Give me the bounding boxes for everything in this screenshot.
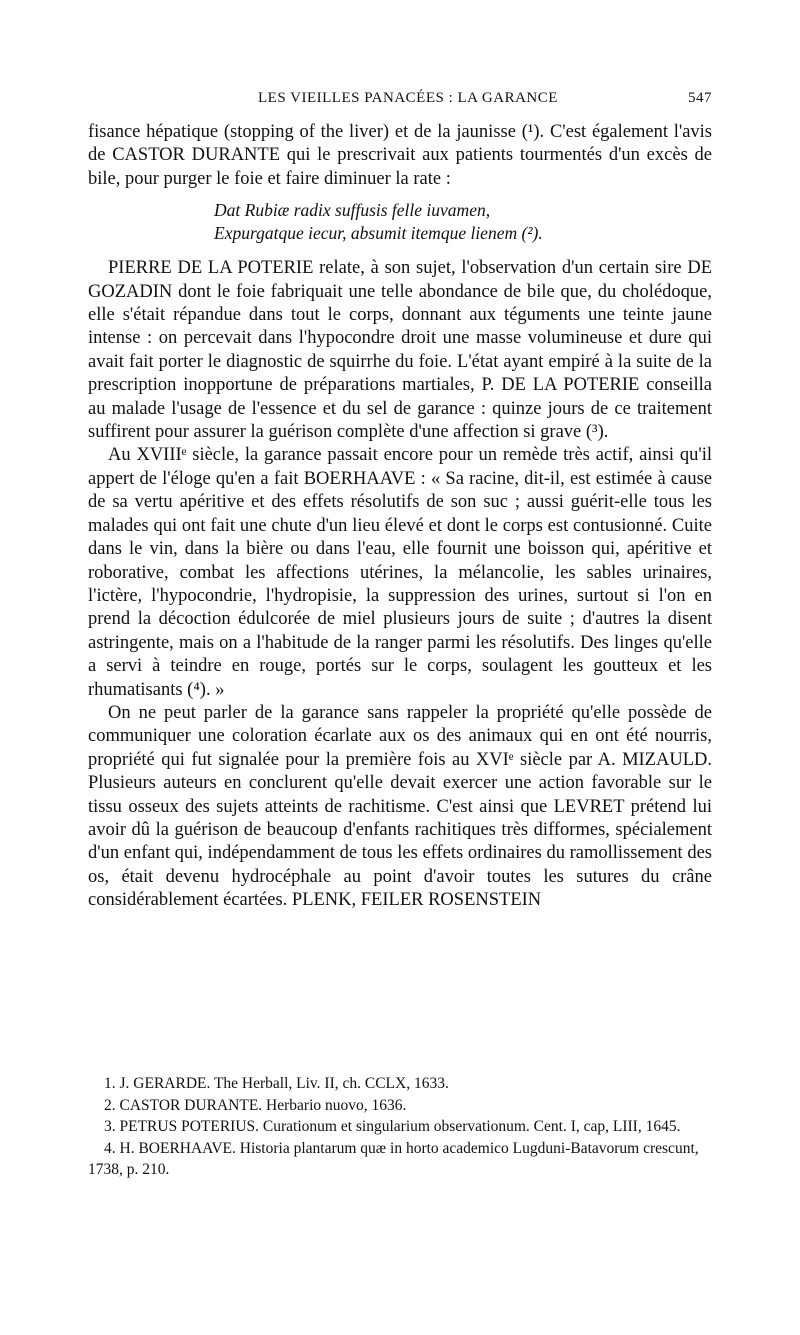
running-title: LES VIEILLES PANACÉES : LA GARANCE	[258, 90, 558, 106]
latin-verse	[214, 199, 712, 245]
footnotes	[88, 1073, 712, 1181]
footnote-1: 1. J. GERARDE. The Herball, Liv. II, ch. CCLX, 1633.	[104, 1075, 449, 1092]
paragraph-3: Au XVIIIᵉ siècle, la garance passait encore pour un remède très actif, ainsi qu'il appert de l'éloge qu'en a fait BOERHAAVE : « Sa racine, dit-il, est estimée à cause de sa vertu apéritive et des effets résolutifs de son suc ; aussi guérit-elle tous les malades qui ont fait une chute d'un lieu élevé et dont le corps est contusionné. Cuite dans le vin, dans la bière ou dans l'eau, elle fournit une boisson qui, apéritive et roborative, combat les affections utérines, la mélancolie, les sables urinaires, l'ictère, l'hypocondrie, l'hydropisie, la suppression des urines, surtout si l'on en prend la décoction édulcorée de miel plusieurs jours de suite ; d'autres la disent astringente, mais on a l'habitude de la ranger parmi les résolutifs. Des linges qu'elle a servi à teindre en rouge, portés sur le corps, soulagent les goutteux et les rhumatisants (⁴). »	[88, 445, 712, 700]
running-header	[88, 88, 712, 112]
paragraph-1: fisance hépatique (stopping of the liver) et de la jaunisse (¹). C'est également l'avis de CASTOR DURANTE qui le prescrivait aux patients tourmentés d'un excès de bile, pour purger le foie et faire diminuer la rate :	[88, 122, 712, 189]
main-text	[88, 121, 712, 913]
paragraph-4: On ne peut parler de la garance sans rappeler la propriété qu'elle possède de communiquer une coloration écarlate aux os des animaux qui en ont été nourris, propriété qui fut signalée pour la première fois au XVIᵉ siècle par A. MIZAULD. Plusieurs auteurs en conclurent qu'elle devait exercer une action favorable sur le tissu osseux des sujets atteints de rachitisme. C'est ainsi que LEVRET prétend lui avoir dû la guérison de beaucoup d'enfants rachitiques très difformes, spécialement d'un enfant qui, indépendamment de tous les effets ordinaires du ramollissement des os, était devenu hydrocéphale au point d'avoir toutes les sutures du crâne considérablement écartées. PLENK, FEILER ROSENSTEIN	[88, 702, 712, 911]
verse-line-2: Expurgatque iecur, absumit itemque lienem (²).	[214, 223, 543, 244]
paragraph-2: PIERRE DE LA POTERIE relate, à son sujet, l'observation d'un certain sire DE GOZADIN dont le foie fabriquait une telle abondance de bile que, du cholédoque, elle s'était répandue dans tout le corps, donnant aux téguments une teinte jaune intense : on percevait dans l'hypocondre droit une masse volumineuse et dure qui avait fait porter le diagnostic de squirrhe du foie. L'état ayant empiré à la suite de la prescription inopportune de préparations martiales, P. DE LA POTERIE conseilla au malade l'usage de l'essence et du sel de garance : quinze jours de ce traitement suffirent pour assurer la guérison complète d'une affection si grave (³).	[88, 258, 712, 443]
footnote-4: 4. H. BOERHAAVE. Historia plantarum quæ in horto academico Lugduni-Batavorum crescunt, 1738, p. 210.	[88, 1139, 699, 1178]
page-number: 547	[688, 90, 712, 106]
footnote-3: 3. PETRUS POTERIUS. Curationum et singularium observationum. Cent. I, cap, LIII, 1645.	[104, 1118, 681, 1135]
footnote-2: 2. CASTOR DURANTE. Herbario nuovo, 1636.	[104, 1096, 407, 1114]
verse-line-1: Dat Rubiæ radix suffusis felle iuvamen,	[214, 200, 491, 221]
